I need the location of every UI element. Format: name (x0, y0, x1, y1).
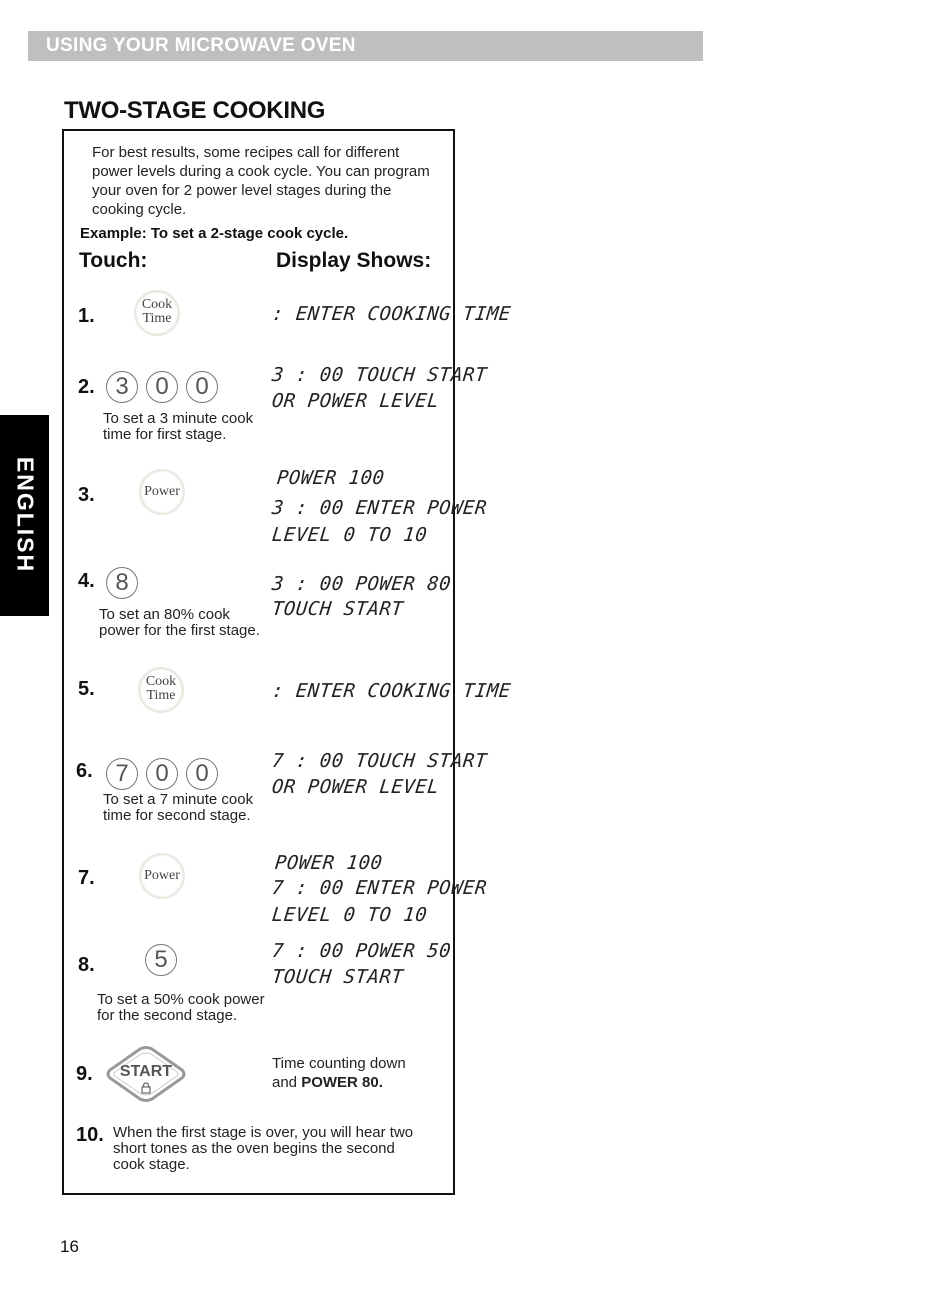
display-text-line: Time counting down (272, 1055, 406, 1072)
intro-line: your oven for 2 power level stages during the (92, 182, 392, 199)
display-line: 7 : 00 ENTER POWER (270, 877, 489, 899)
step-number: 7. (78, 867, 95, 889)
start-label: START (119, 1063, 173, 1080)
display-text-bold: POWER 80. (301, 1074, 383, 1091)
digit-key: 7 (106, 758, 138, 790)
cook-time-label-1: Cook (141, 297, 173, 312)
cook-time-label-2: Time (142, 311, 172, 326)
note-line: To set a 3 minute cook (103, 410, 254, 427)
display-line: POWER 100 (275, 467, 386, 489)
page-number: 16 (60, 1237, 79, 1256)
power-key: Power (139, 853, 185, 899)
display-line: OR POWER LEVEL (270, 390, 441, 412)
language-label: ENGLISH (12, 456, 39, 574)
cook-time-key (134, 290, 180, 336)
step-note (103, 792, 253, 824)
display-heading: Display Shows: (276, 249, 432, 272)
display-line: LEVEL 0 TO 10 (270, 524, 429, 546)
step-note (97, 992, 265, 1024)
step-9-display (272, 1054, 406, 1092)
note-line: power for the first stage. (99, 622, 260, 639)
step-number: 1. (78, 305, 95, 327)
note-line: To set an 80% cook (99, 606, 230, 623)
note-line: time for second stage. (103, 807, 251, 824)
intro-text (92, 143, 462, 219)
header-bar (28, 31, 703, 61)
digit-key: 0 (186, 371, 218, 403)
digit-key: 8 (106, 567, 138, 599)
text-line: short tones as the oven begins the second (113, 1140, 395, 1157)
display-line: 3 : 00 ENTER POWER (270, 497, 489, 519)
display-line: 3 : 00 TOUCH START (270, 364, 489, 386)
display-line: POWER 100 (273, 852, 384, 874)
step-number: 6. (76, 760, 93, 782)
note-line: To set a 50% cook power (97, 991, 265, 1008)
cook-time-key (138, 667, 184, 713)
display-line: 7 : 00 POWER 50 (270, 940, 453, 962)
display-text-line (272, 1073, 406, 1092)
intro-line: For best results, some recipes call for different (92, 144, 400, 161)
language-tab (0, 415, 49, 616)
header-title: USING YOUR MICROWAVE OVEN (46, 35, 356, 56)
step-number: 4. (78, 570, 95, 592)
intro-line: power levels during a cook cycle. You can program (92, 163, 430, 180)
intro-line: cooking cycle. (92, 201, 187, 218)
step-number: 10. (76, 1124, 104, 1146)
lock-icon (141, 1082, 151, 1094)
step-number: 2. (78, 376, 95, 398)
example-heading: Example: To set a 2-stage cook cycle. (80, 225, 349, 242)
start-key (106, 1046, 186, 1102)
display-line: TOUCH START (270, 966, 405, 988)
display-line: TOUCH START (270, 598, 405, 620)
power-key: Power (139, 469, 185, 515)
step-number: 5. (78, 678, 95, 700)
display-line: : ENTER COOKING TIME (270, 680, 512, 702)
digit-key: 5 (145, 944, 177, 976)
display-line: 7 : 00 TOUCH START (270, 750, 489, 772)
display-text-prefix: and (272, 1074, 302, 1091)
cook-time-label-1: Cook (145, 674, 177, 689)
step-number: 8. (78, 954, 95, 976)
cook-time-label-2: Time (146, 688, 176, 703)
step-10-text (113, 1125, 443, 1173)
display-line: LEVEL 0 TO 10 (270, 904, 429, 926)
note-line: for the second stage. (97, 1007, 238, 1024)
step-number: 9. (76, 1063, 93, 1085)
step-number: 3. (78, 484, 95, 506)
digit-key: 3 (106, 371, 138, 403)
display-line: : ENTER COOKING TIME (270, 303, 512, 325)
digit-key: 0 (186, 758, 218, 790)
text-line: When the first stage is over, you will hear two (113, 1124, 414, 1141)
step-note (99, 607, 260, 639)
text-line: cook stage. (113, 1156, 190, 1173)
digit-key: 0 (146, 371, 178, 403)
note-line: time for first stage. (103, 426, 227, 443)
note-line: To set a 7 minute cook (103, 791, 254, 808)
step-note (103, 411, 253, 443)
digit-key: 0 (146, 758, 178, 790)
instructions-panel (62, 129, 455, 1195)
section-title: TWO-STAGE COOKING (64, 97, 326, 124)
touch-heading: Touch: (79, 249, 148, 272)
display-line: 3 : 00 POWER 80 (270, 573, 453, 595)
display-line: OR POWER LEVEL (270, 776, 441, 798)
